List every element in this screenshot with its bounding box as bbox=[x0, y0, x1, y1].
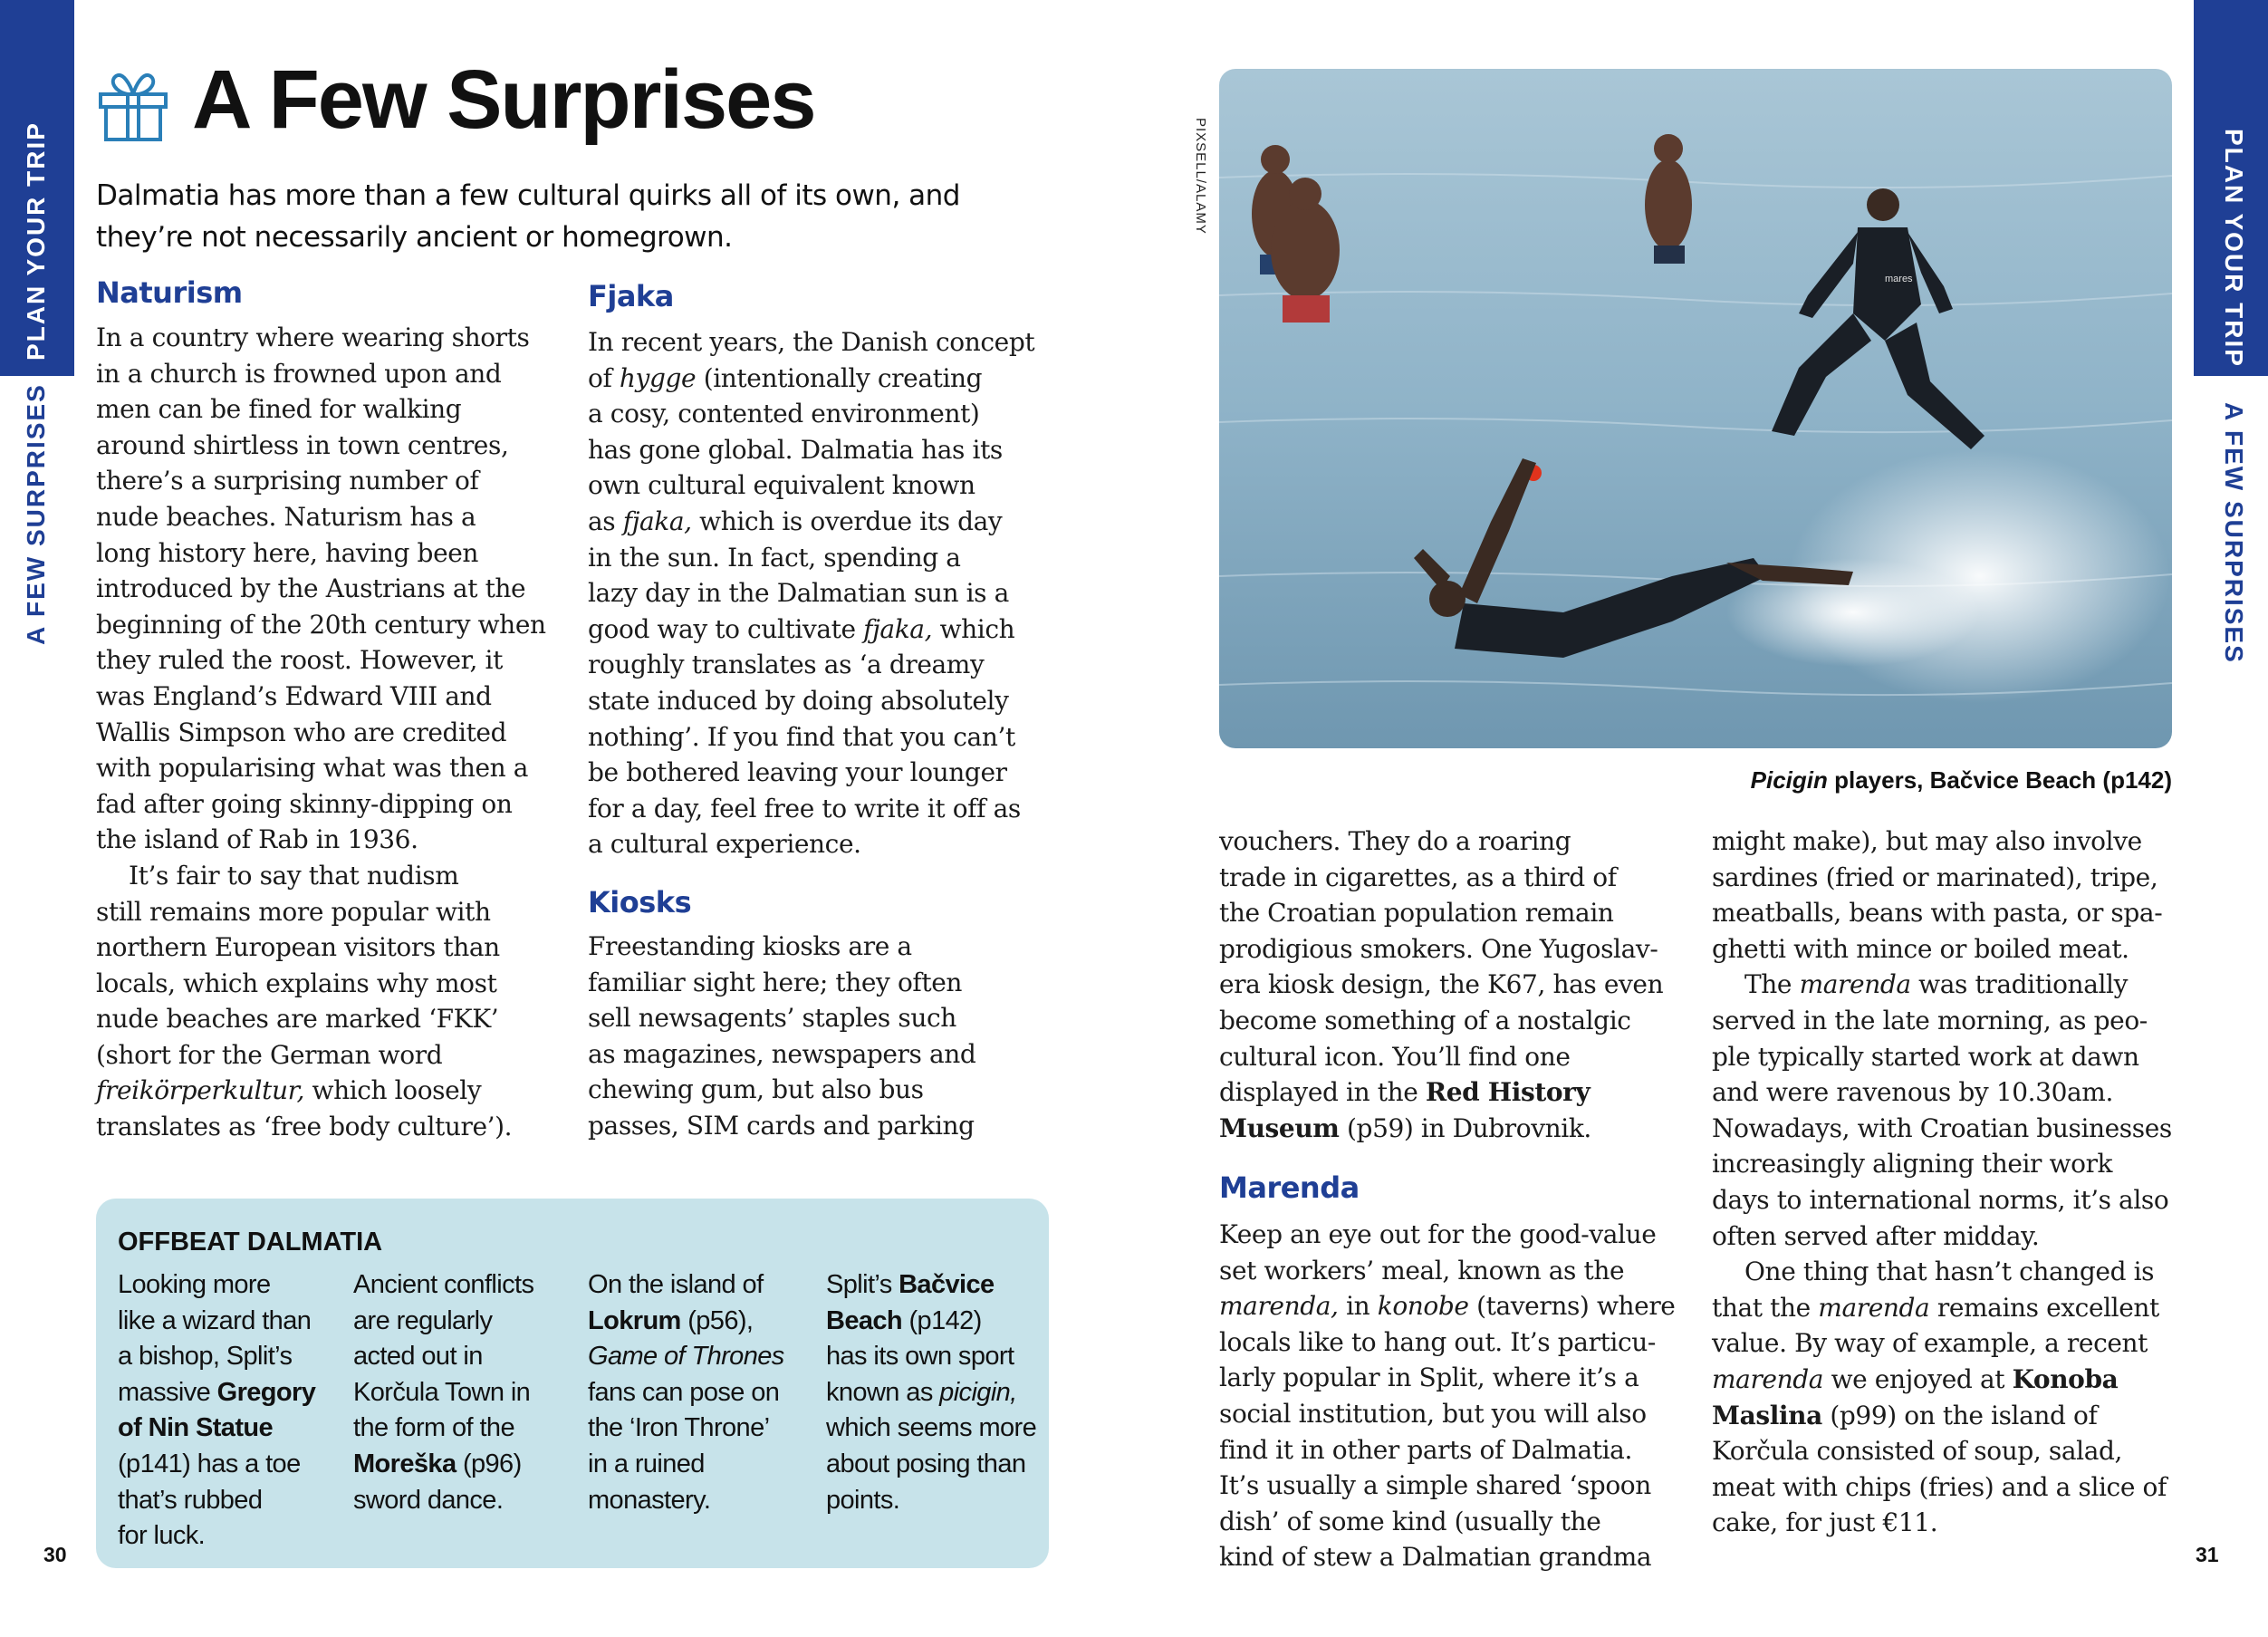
text-line: introduced by the Austrians at the bbox=[96, 573, 526, 604]
text-line: Korčula consisted of soup, salad, bbox=[1712, 1436, 2123, 1467]
italic-term: marenda bbox=[1799, 969, 1911, 1000]
text-span: in bbox=[1338, 1291, 1378, 1322]
text-line: they ruled the roost. However, it bbox=[96, 645, 503, 676]
text-line: meat with chips (fries) and a slice of bbox=[1712, 1471, 2167, 1502]
page-number-left: 30 bbox=[43, 1543, 67, 1566]
italic-term: marenda bbox=[1712, 1363, 1824, 1394]
text-span: which bbox=[932, 613, 1015, 644]
picigin-photo-illustration bbox=[1219, 69, 2172, 748]
text-line: long history here, having been bbox=[96, 537, 479, 568]
italic-term: Game of Thrones bbox=[588, 1342, 784, 1372]
text-line: set workers’ meal, known as the bbox=[1219, 1255, 1625, 1286]
text-line: dish’ of some kind (usually the bbox=[1219, 1506, 1601, 1536]
text-line: become something of a nostalgic bbox=[1219, 1005, 1631, 1035]
text-span: of bbox=[588, 362, 620, 393]
bold-place: Bačvice bbox=[899, 1270, 995, 1299]
text-line: state induced by doing absolutely bbox=[588, 685, 1009, 716]
box-column-3 bbox=[588, 1267, 812, 1518]
text-line: days to international norms, it’s also bbox=[1712, 1184, 2169, 1215]
text-span: remains excellent bbox=[1929, 1292, 2159, 1323]
sidebar-section-label-right: A FEW SURPRISES bbox=[2220, 402, 2248, 664]
text-line: northern European visitors than bbox=[96, 932, 500, 963]
caption-italic: Picigin bbox=[1750, 766, 1828, 794]
text-line: era kiosk design, the K67, has even bbox=[1219, 969, 1664, 1000]
bold-place: Konoba bbox=[2012, 1363, 2119, 1394]
heading-kiosks: Kiosks bbox=[588, 885, 692, 920]
italic-term: fjaka, bbox=[863, 613, 933, 644]
text-line: there’s a surprising number of bbox=[96, 466, 479, 496]
text-line: was England’s Edward VIII and bbox=[96, 680, 492, 711]
italic-term: freikörperkultur, bbox=[96, 1075, 305, 1106]
text-line: Korčula Town in bbox=[353, 1377, 531, 1407]
sidebar-section-label: A FEW SURPRISES bbox=[22, 383, 50, 645]
page-title: A Few Surprises bbox=[192, 53, 815, 146]
text-line: prodigious smokers. One Yugoslav- bbox=[1219, 933, 1658, 964]
box-column-2 bbox=[353, 1267, 578, 1518]
text-span: which loosely bbox=[304, 1075, 482, 1106]
marenda-paragraph-continued bbox=[1712, 823, 2183, 967]
text-line: the form of the bbox=[353, 1413, 514, 1443]
text-line: as magazines, newspapers and bbox=[588, 1038, 976, 1069]
text-line: kind of stew a Dalmatian grandma bbox=[1219, 1542, 1652, 1573]
text-span: massive bbox=[118, 1377, 217, 1407]
bold-place: Moreška bbox=[353, 1449, 456, 1478]
text-line: In recent years, the Danish concept bbox=[588, 327, 1035, 357]
text-span: good way to cultivate bbox=[588, 613, 864, 644]
text-line: Keep an eye out for the good-value bbox=[1219, 1219, 1657, 1249]
text-line: a cosy, contented environment) bbox=[588, 399, 980, 429]
text-line: often served after midday. bbox=[1712, 1220, 2040, 1251]
text-line: meatballs, beans with pasta, or spa- bbox=[1712, 898, 2163, 929]
text-span: that the bbox=[1712, 1292, 1819, 1323]
text-line: translates as ‘free body culture’). bbox=[96, 1112, 513, 1142]
text-line: ple typically started work at dawn bbox=[1712, 1041, 2139, 1072]
text-line: are regularly bbox=[353, 1305, 493, 1335]
marenda-continued-text bbox=[1712, 823, 2183, 1541]
photo-caption bbox=[1751, 766, 2172, 794]
text-span: Split’s bbox=[826, 1270, 899, 1299]
heading-naturism: Naturism bbox=[96, 275, 243, 310]
naturism-paragraph-1 bbox=[96, 320, 567, 858]
bold-place: Museum bbox=[1219, 1112, 1340, 1143]
text-line: value. By way of example, a recent bbox=[1712, 1328, 2148, 1359]
text-line: with popularising what was then a bbox=[96, 753, 529, 784]
text-line: familiar sight here; they often bbox=[588, 967, 963, 997]
text-span: (p56), bbox=[680, 1305, 754, 1335]
text-line: On the island of bbox=[588, 1270, 764, 1299]
text-line: the island of Rab in 1936. bbox=[96, 824, 418, 855]
text-line: sardines (fried or marinated), tripe, bbox=[1712, 862, 2158, 892]
text-line: It’s fair to say that nudism bbox=[129, 860, 459, 891]
text-line: and were ravenous by 10.30am. bbox=[1712, 1077, 2113, 1108]
kiosks-continued-text bbox=[1219, 823, 1690, 1146]
text-span: The bbox=[1744, 969, 1800, 1000]
box-title: OFFBEAT DALMATIA bbox=[118, 1228, 383, 1257]
text-line: increasingly aligning their work bbox=[1712, 1149, 2113, 1180]
text-line: (short for the German word bbox=[96, 1039, 443, 1070]
text-line: Ancient conflicts bbox=[353, 1270, 534, 1299]
kiosks-text bbox=[588, 929, 1059, 1144]
text-span: (p96) bbox=[456, 1449, 522, 1478]
naturism-paragraph-2 bbox=[96, 858, 567, 1145]
text-span: displayed in the bbox=[1219, 1077, 1426, 1108]
text-line: in a church is frowned upon and bbox=[96, 358, 502, 389]
text-line: for a day, feel free to write it off as bbox=[588, 793, 1021, 823]
text-line: Wallis Simpson who are credited bbox=[96, 717, 507, 747]
bold-place: Lokrum bbox=[588, 1305, 681, 1335]
text-line: fad after going skinny-dipping on bbox=[96, 788, 513, 819]
bold-place: of Nin Statue bbox=[118, 1413, 274, 1443]
text-line: passes, SIM cards and parking bbox=[588, 1110, 975, 1141]
text-line: be bothered leaving your lounger bbox=[588, 757, 1007, 788]
text-span: (intentionally creating bbox=[696, 362, 983, 393]
text-line: the Croatian population remain bbox=[1219, 898, 1614, 929]
text-line: lazy day in the Dalmatian sun is a bbox=[588, 578, 1009, 609]
text-line: locals like to hang out. It’s particu- bbox=[1219, 1326, 1656, 1357]
text-line: Freestanding kiosks are a bbox=[588, 931, 912, 961]
text-line: in the sun. In fact, spending a bbox=[588, 542, 961, 573]
italic-term: marenda, bbox=[1219, 1291, 1339, 1322]
text-line: Looking more bbox=[118, 1270, 271, 1299]
text-line: that’s rubbed bbox=[118, 1485, 263, 1515]
text-line: Nowadays, with Croatian businesses bbox=[1712, 1112, 2172, 1143]
heading-fjaka: Fjaka bbox=[588, 279, 674, 313]
text-line: acted out in bbox=[353, 1342, 483, 1372]
marenda-text bbox=[1219, 1217, 1690, 1575]
picigin-photo bbox=[1219, 69, 2172, 748]
text-line: still remains more popular with bbox=[96, 896, 491, 927]
box-column-1 bbox=[118, 1267, 342, 1555]
text-line: the ‘Iron Throne’ bbox=[588, 1413, 770, 1443]
text-line: sell newsagents’ staples such bbox=[588, 1003, 956, 1034]
marenda-paragraph-3 bbox=[1712, 1254, 2183, 1541]
text-line: served in the late morning, as peo- bbox=[1712, 1005, 2148, 1035]
italic-term: hygge bbox=[619, 362, 697, 393]
italic-term: konobe bbox=[1377, 1291, 1469, 1322]
text-line: find it in other parts of Dalmatia. bbox=[1219, 1434, 1632, 1465]
text-line: nude beaches. Naturism has a bbox=[96, 501, 476, 532]
marenda-paragraph bbox=[1219, 1217, 1690, 1575]
text-line: which seems more bbox=[826, 1413, 1037, 1443]
text-line: men can be fined for walking bbox=[96, 394, 462, 425]
text-line: a bishop, Split’s bbox=[118, 1342, 293, 1372]
text-line: beginning of the 20th century when bbox=[96, 609, 546, 640]
text-line: monastery. bbox=[588, 1485, 711, 1515]
bold-place: Red History bbox=[1425, 1077, 1590, 1108]
photo-credit: PIXSELL/ALAMY bbox=[1193, 118, 1208, 235]
text-span: was traditionally bbox=[1910, 969, 2129, 1000]
box-column-4 bbox=[826, 1267, 1051, 1518]
text-span: known as bbox=[826, 1377, 940, 1407]
italic-term: picigin, bbox=[939, 1377, 1017, 1407]
fjaka-text bbox=[588, 324, 1059, 862]
kiosks-paragraph bbox=[588, 929, 1059, 1144]
text-line: sword dance. bbox=[353, 1485, 504, 1515]
text-line: around shirtless in town centres, bbox=[96, 429, 509, 460]
text-line: One thing that hasn’t changed is bbox=[1744, 1257, 2155, 1287]
intro-paragraph: Dalmatia has more than a few cultural quirks all of its own, and they’re not necessarily ancient or homegrown. bbox=[96, 179, 960, 254]
text-line: cultural icon. You’ll find one bbox=[1219, 1041, 1571, 1072]
text-span: (p59) in Dubrovnik. bbox=[1339, 1112, 1591, 1143]
text-line: (p141) has a toe bbox=[118, 1449, 301, 1478]
text-line: points. bbox=[826, 1485, 900, 1515]
text-line: about posing than bbox=[826, 1449, 1026, 1478]
bold-place: Beach bbox=[826, 1305, 903, 1335]
text-line: fans can pose on bbox=[588, 1377, 780, 1407]
sidebar-tab-label: PLAN YOUR TRIP bbox=[22, 121, 50, 361]
sidebar-tab-label-right: PLAN YOUR TRIP bbox=[2220, 129, 2248, 368]
right-sidebar bbox=[2194, 0, 2268, 1637]
italic-term: fjaka, bbox=[622, 506, 692, 536]
text-line: for luck. bbox=[118, 1521, 206, 1551]
text-span: which is overdue its day bbox=[691, 506, 1003, 536]
text-line: In a country where wearing shorts bbox=[96, 323, 530, 352]
bold-place: Gregory bbox=[216, 1377, 316, 1407]
text-line: It’s usually a simple shared ‘spoon bbox=[1219, 1470, 1651, 1501]
text-span: (taverns) where bbox=[1468, 1291, 1676, 1322]
gift-icon bbox=[96, 69, 170, 143]
heading-marenda: Marenda bbox=[1219, 1170, 1360, 1205]
text-line: nude beaches are marked ‘FKK’ bbox=[96, 1004, 499, 1035]
italic-term: marenda bbox=[1818, 1292, 1930, 1323]
text-span: we enjoyed at bbox=[1823, 1363, 2013, 1394]
text-line: ghetti with mince or boiled meat. bbox=[1712, 933, 2129, 964]
kiosks-paragraph-continued bbox=[1219, 823, 1690, 1146]
text-span: (p142) bbox=[902, 1305, 982, 1335]
marenda-paragraph-2 bbox=[1712, 967, 2183, 1254]
text-line: a cultural experience. bbox=[588, 829, 861, 860]
text-span: (p99) on the island of bbox=[1821, 1400, 2098, 1430]
naturism-text bbox=[96, 320, 567, 1145]
wetsuit-logo: mares bbox=[1885, 274, 1913, 284]
text-line: cake, for just €11. bbox=[1712, 1507, 1938, 1538]
text-line: chewing gum, but also bus bbox=[588, 1074, 924, 1105]
text-line: larly popular in Split, where it’s a bbox=[1219, 1363, 1639, 1393]
text-line: social institution, but you will also bbox=[1219, 1398, 1647, 1429]
caption-text: players, Bačvice Beach (p142) bbox=[1827, 766, 2172, 794]
text-line: own cultural equivalent known bbox=[588, 470, 975, 501]
fjaka-paragraph bbox=[588, 324, 1059, 862]
text-line: in a ruined bbox=[588, 1449, 705, 1478]
left-sidebar bbox=[0, 0, 74, 1637]
page-number-right: 31 bbox=[2196, 1543, 2219, 1566]
text-line: vouchers. They do a roaring bbox=[1219, 826, 1571, 856]
text-line: might make), but may also involve bbox=[1712, 826, 2142, 856]
text-line: has its own sport bbox=[826, 1342, 1014, 1372]
text-line: nothing’. If you find that you can’t bbox=[588, 721, 1015, 752]
text-line: has gone global. Dalmatia has its bbox=[588, 434, 1003, 465]
offbeat-dalmatia-box bbox=[96, 1199, 1049, 1568]
bold-place: Maslina bbox=[1712, 1400, 1822, 1430]
text-line: trade in cigarettes, as a third of bbox=[1219, 862, 1617, 892]
text-line: locals, which explains why most bbox=[96, 968, 497, 998]
text-span: as bbox=[588, 506, 623, 536]
text-line: like a wizard than bbox=[118, 1305, 312, 1335]
text-line: roughly translates as ‘a dreamy bbox=[588, 650, 985, 680]
